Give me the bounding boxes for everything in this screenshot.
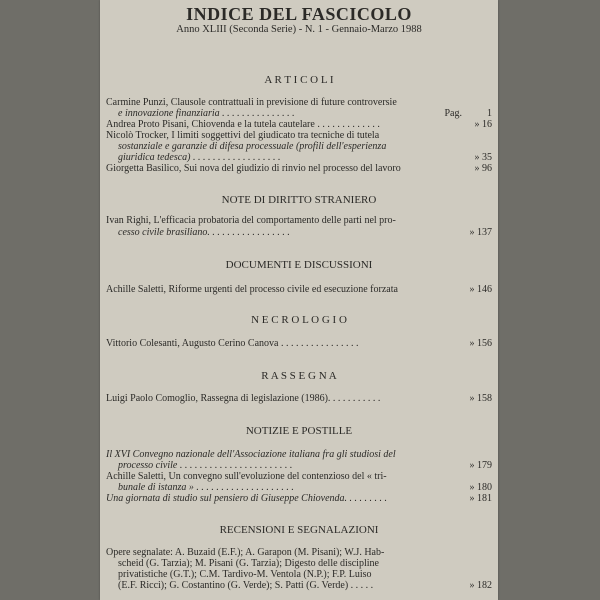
index-entry — [106, 215, 492, 226]
entry-text: cesso civile brasiliano. . . . . . . . . . . . . . . . . — [118, 227, 290, 238]
entry-text: bunale di istanza » . . . . . . . . . . . . . . . . . . . . — [118, 482, 294, 493]
page-number: » 158 — [469, 393, 492, 404]
index-entry — [106, 338, 492, 349]
section-heading-documenti: DOCUMENTI E DISCUSSIONI — [225, 259, 373, 271]
page-prefix: Pag. — [444, 108, 462, 119]
page-number: » 35 — [474, 152, 492, 163]
section-heading-notizie: NOTIZIE E POSTILLE — [245, 425, 353, 437]
index-entry — [106, 130, 492, 141]
index-entry — [106, 547, 492, 558]
entry-text: Carmine Punzi, Clausole contrattuali in previsione di future controversie — [106, 97, 397, 108]
section-heading-rassegna: R A S S E G N A — [261, 370, 337, 382]
entry-text: Il XVI Convegno nazionale dell'Associazione italiana fra gli studiosi del — [106, 449, 396, 460]
page-number: » 180 — [469, 482, 492, 493]
entry-text: Luigi Paolo Comoglio, Rassegna di legislazione (1986). . . . . . . . . . . — [106, 393, 381, 404]
index-entry — [106, 493, 492, 504]
entry-text: Andrea Proto Pisani, Chiovenda e la tutela cautelare . . . . . . . . . . . . . — [106, 119, 380, 130]
page-number: » 182 — [469, 580, 492, 591]
entry-text: giuridica tedesca) . . . . . . . . . . . . . . . . . . — [118, 152, 281, 163]
index-page — [100, 0, 498, 600]
index-entry — [118, 108, 492, 119]
index-entry — [118, 141, 492, 152]
entry-text: e innovazione finanziaria . . . . . . . . . . . . . . . — [118, 108, 295, 119]
page-number: » 137 — [469, 227, 492, 238]
index-entry — [106, 449, 492, 460]
page-number: » 96 — [474, 163, 492, 174]
entry-text: Vittorio Colesanti, Augusto Cerino Canova . . . . . . . . . . . . . . . . — [106, 338, 359, 349]
page-number: 1 — [487, 108, 492, 119]
index-entry — [118, 482, 492, 493]
page-number: » 181 — [469, 493, 492, 504]
page-number: » 146 — [469, 284, 492, 295]
page-number: » 16 — [474, 119, 492, 130]
entry-text: scheid (G. Tarzia); M. Pisani (G. Tarzia); Digesto delle discipline — [118, 558, 379, 569]
section-heading-necrologio: N E C R O L O G I O — [251, 314, 347, 326]
section-heading-articoli: A R T I C O L I — [264, 74, 334, 86]
entry-text: Achille Saletti, Riforme urgenti del processo civile ed esecuzione forzata — [106, 284, 398, 295]
index-entry — [118, 558, 492, 569]
entry-text: (E.F. Ricci); G. Costantino (G. Verde); S. Patti (G. Verde) . . . . . — [118, 580, 374, 591]
index-entry — [106, 119, 492, 130]
index-entry — [118, 569, 492, 580]
index-entry — [106, 284, 492, 295]
index-entry — [118, 227, 492, 238]
section-heading-note: NOTE DI DIRITTO STRANIERO — [221, 194, 377, 206]
entry-text: sostanziale e garanzie di difesa processuale (profili dell'esperienza — [118, 141, 387, 152]
entry-text: processo civile . . . . . . . . . . . . . . . . . . . . . . . — [118, 460, 293, 471]
index-entry — [106, 163, 492, 174]
index-entry — [118, 152, 492, 163]
index-entry — [118, 580, 492, 591]
entry-text: Opere segnalate: A. Buzaid (E.F.); A. Garapon (M. Pisani); W.J. Hab- — [106, 547, 385, 558]
entry-text: Nicolò Trocker, I limiti soggettivi del giudicato tra tecniche di tutela — [106, 130, 380, 141]
entry-text: Una giornata di studio sul pensiero di Giuseppe Chiovenda. . . . . . . . . — [106, 493, 388, 504]
page-number: » 156 — [469, 338, 492, 349]
entry-text: Giorgetta Basilico, Sui nova del giudizio di rinvio nel processo del lavoro — [106, 163, 401, 174]
entry-text: privatistiche (G.T.); C.M. Tardivo-M. Ventola (N.P.); F.P. Luiso — [118, 569, 372, 580]
issue-subtitle: Anno XLIII (Seconda Serie) - N. 1 - Gennaio-Marzo 1988 — [176, 24, 422, 35]
entry-text: Ivan Righi, L'efficacia probatoria del comportamento delle parti nel pro- — [106, 215, 396, 226]
section-heading-recensioni: RECENSIONI E SEGNALAZIONI — [219, 524, 379, 536]
index-entry — [106, 393, 492, 404]
index-entry — [106, 471, 492, 482]
index-entry — [118, 460, 492, 471]
index-entry — [106, 97, 492, 108]
page-title: INDICE DEL FASCICOLO — [186, 4, 412, 24]
entry-text: Achille Saletti, Un convegno sull'evoluzione del contenzioso del « tri- — [106, 471, 387, 482]
page-number: » 179 — [469, 460, 492, 471]
